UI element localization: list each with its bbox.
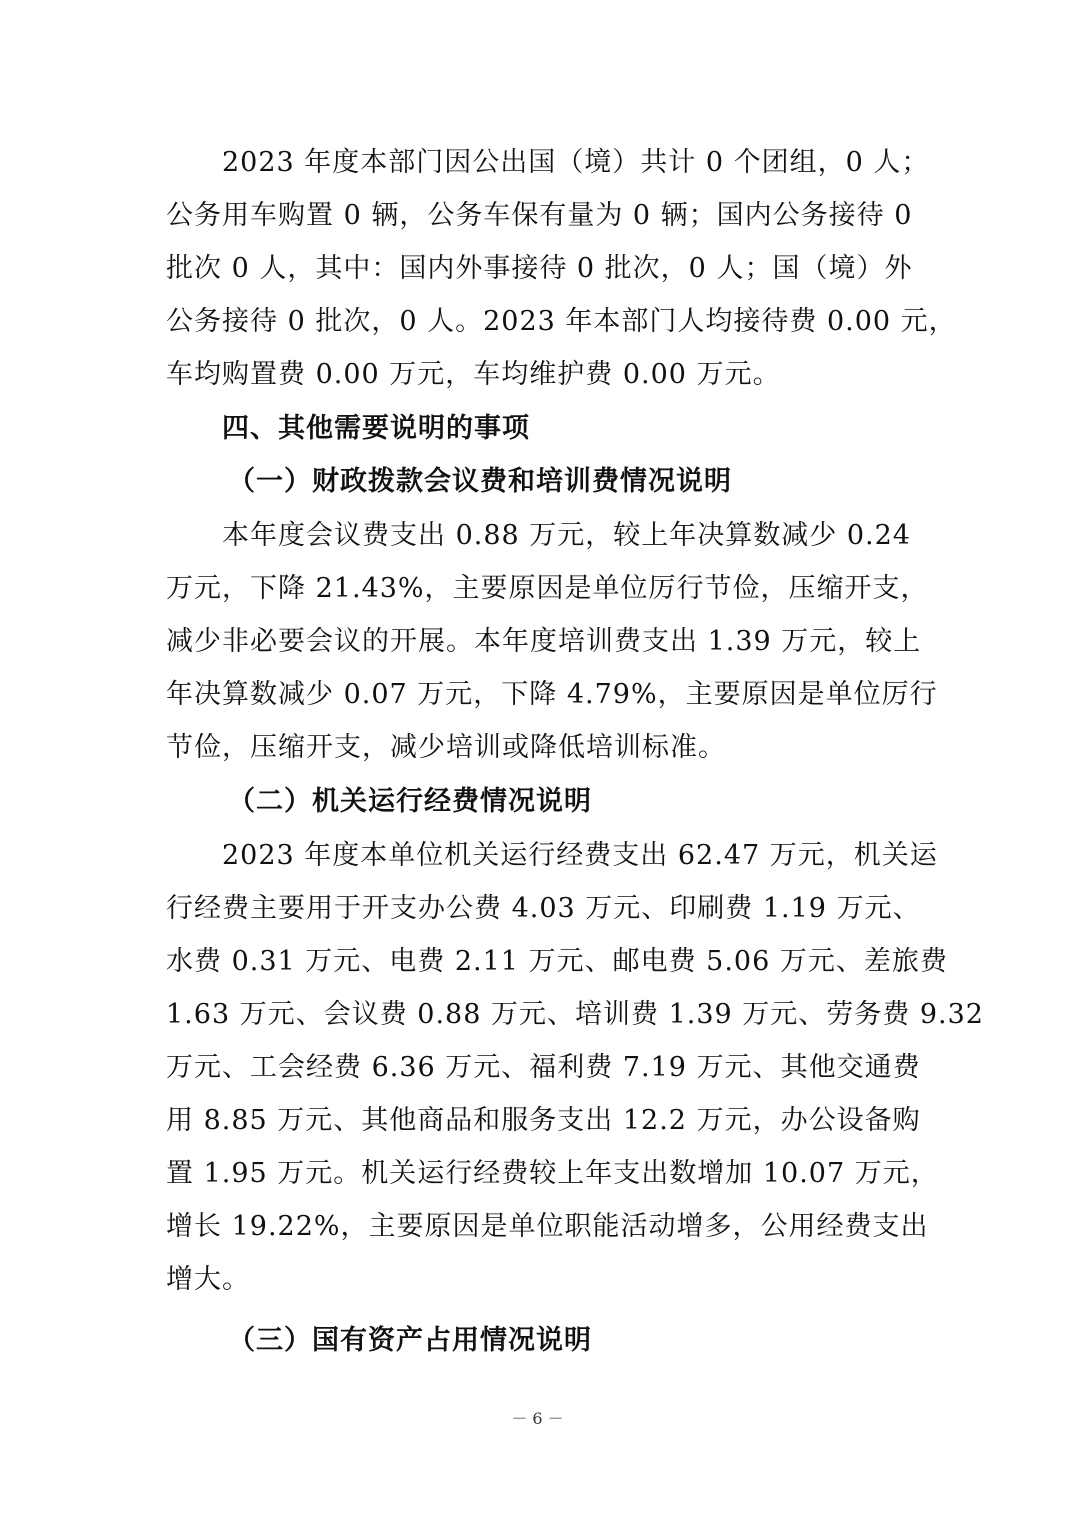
- paragraph-line: 批次 0 人，其中：国内外事接待 0 批次，0 人；国（境）外: [166, 253, 913, 284]
- paragraph-line: 用 8.85 万元、其他商品和服务支出 12.2 万元，办公设备购: [166, 1105, 921, 1136]
- paragraph-line: 2023 年度本部门因公出国（境）共计 0 个团组，0 人；: [222, 147, 930, 178]
- paragraph-line: 公务用车购置 0 辆，公务车保有量为 0 辆；国内公务接待 0: [166, 200, 913, 231]
- section-heading: 四、其他需要说明的事项: [222, 413, 530, 444]
- paragraph-line: 本年度会议费支出 0.88 万元，较上年决算数减少 0.24: [222, 520, 911, 551]
- paragraph-line: 年决算数减少 0.07 万元，下降 4.79%，主要原因是单位厉行: [166, 679, 938, 710]
- paragraph-line: 减少非必要会议的开展。本年度培训费支出 1.39 万元，较上: [166, 626, 922, 657]
- paragraph-line: 置 1.95 万元。机关运行经费较上年支出数增加 10.07 万元，: [166, 1158, 939, 1189]
- subsection-heading: （一）财政拨款会议费和培训费情况说明: [228, 466, 732, 497]
- paragraph-line: 1.63 万元、会议费 0.88 万元、培训费 1.39 万元、劳务费 9.32: [166, 999, 984, 1030]
- paragraph-line: 万元，下降 21.43%，主要原因是单位厉行节俭，压缩开支，: [166, 573, 929, 604]
- paragraph-line: 万元、工会经费 6.36 万元、福利费 7.19 万元、其他交通费: [166, 1052, 921, 1083]
- paragraph-line: 行经费主要用于开支办公费 4.03 万元、印刷费 1.19 万元、: [166, 893, 921, 924]
- subsection-heading: （三）国有资产占用情况说明: [228, 1325, 592, 1356]
- page-number: － 6 －: [511, 1409, 564, 1428]
- paragraph-line: 增长 19.22%，主要原因是单位职能活动增多，公用经费支出: [166, 1211, 929, 1242]
- paragraph-line: 增大。: [166, 1264, 250, 1295]
- subsection-heading: （二）机关运行经费情况说明: [228, 786, 592, 817]
- paragraph-line: 水费 0.31 万元、电费 2.11 万元、邮电费 5.06 万元、差旅费: [166, 946, 948, 977]
- paragraph-line: 2023 年度本单位机关运行经费支出 62.47 万元，机关运: [222, 840, 938, 871]
- paragraph-line: 节俭，压缩开支，减少培训或降低培训标准。: [166, 732, 726, 763]
- paragraph-line: 车均购置费 0.00 万元，车均维护费 0.00 万元。: [166, 359, 781, 390]
- paragraph-line: 公务接待 0 批次，0 人。2023 年本部门人均接待费 0.00 元，: [166, 306, 957, 337]
